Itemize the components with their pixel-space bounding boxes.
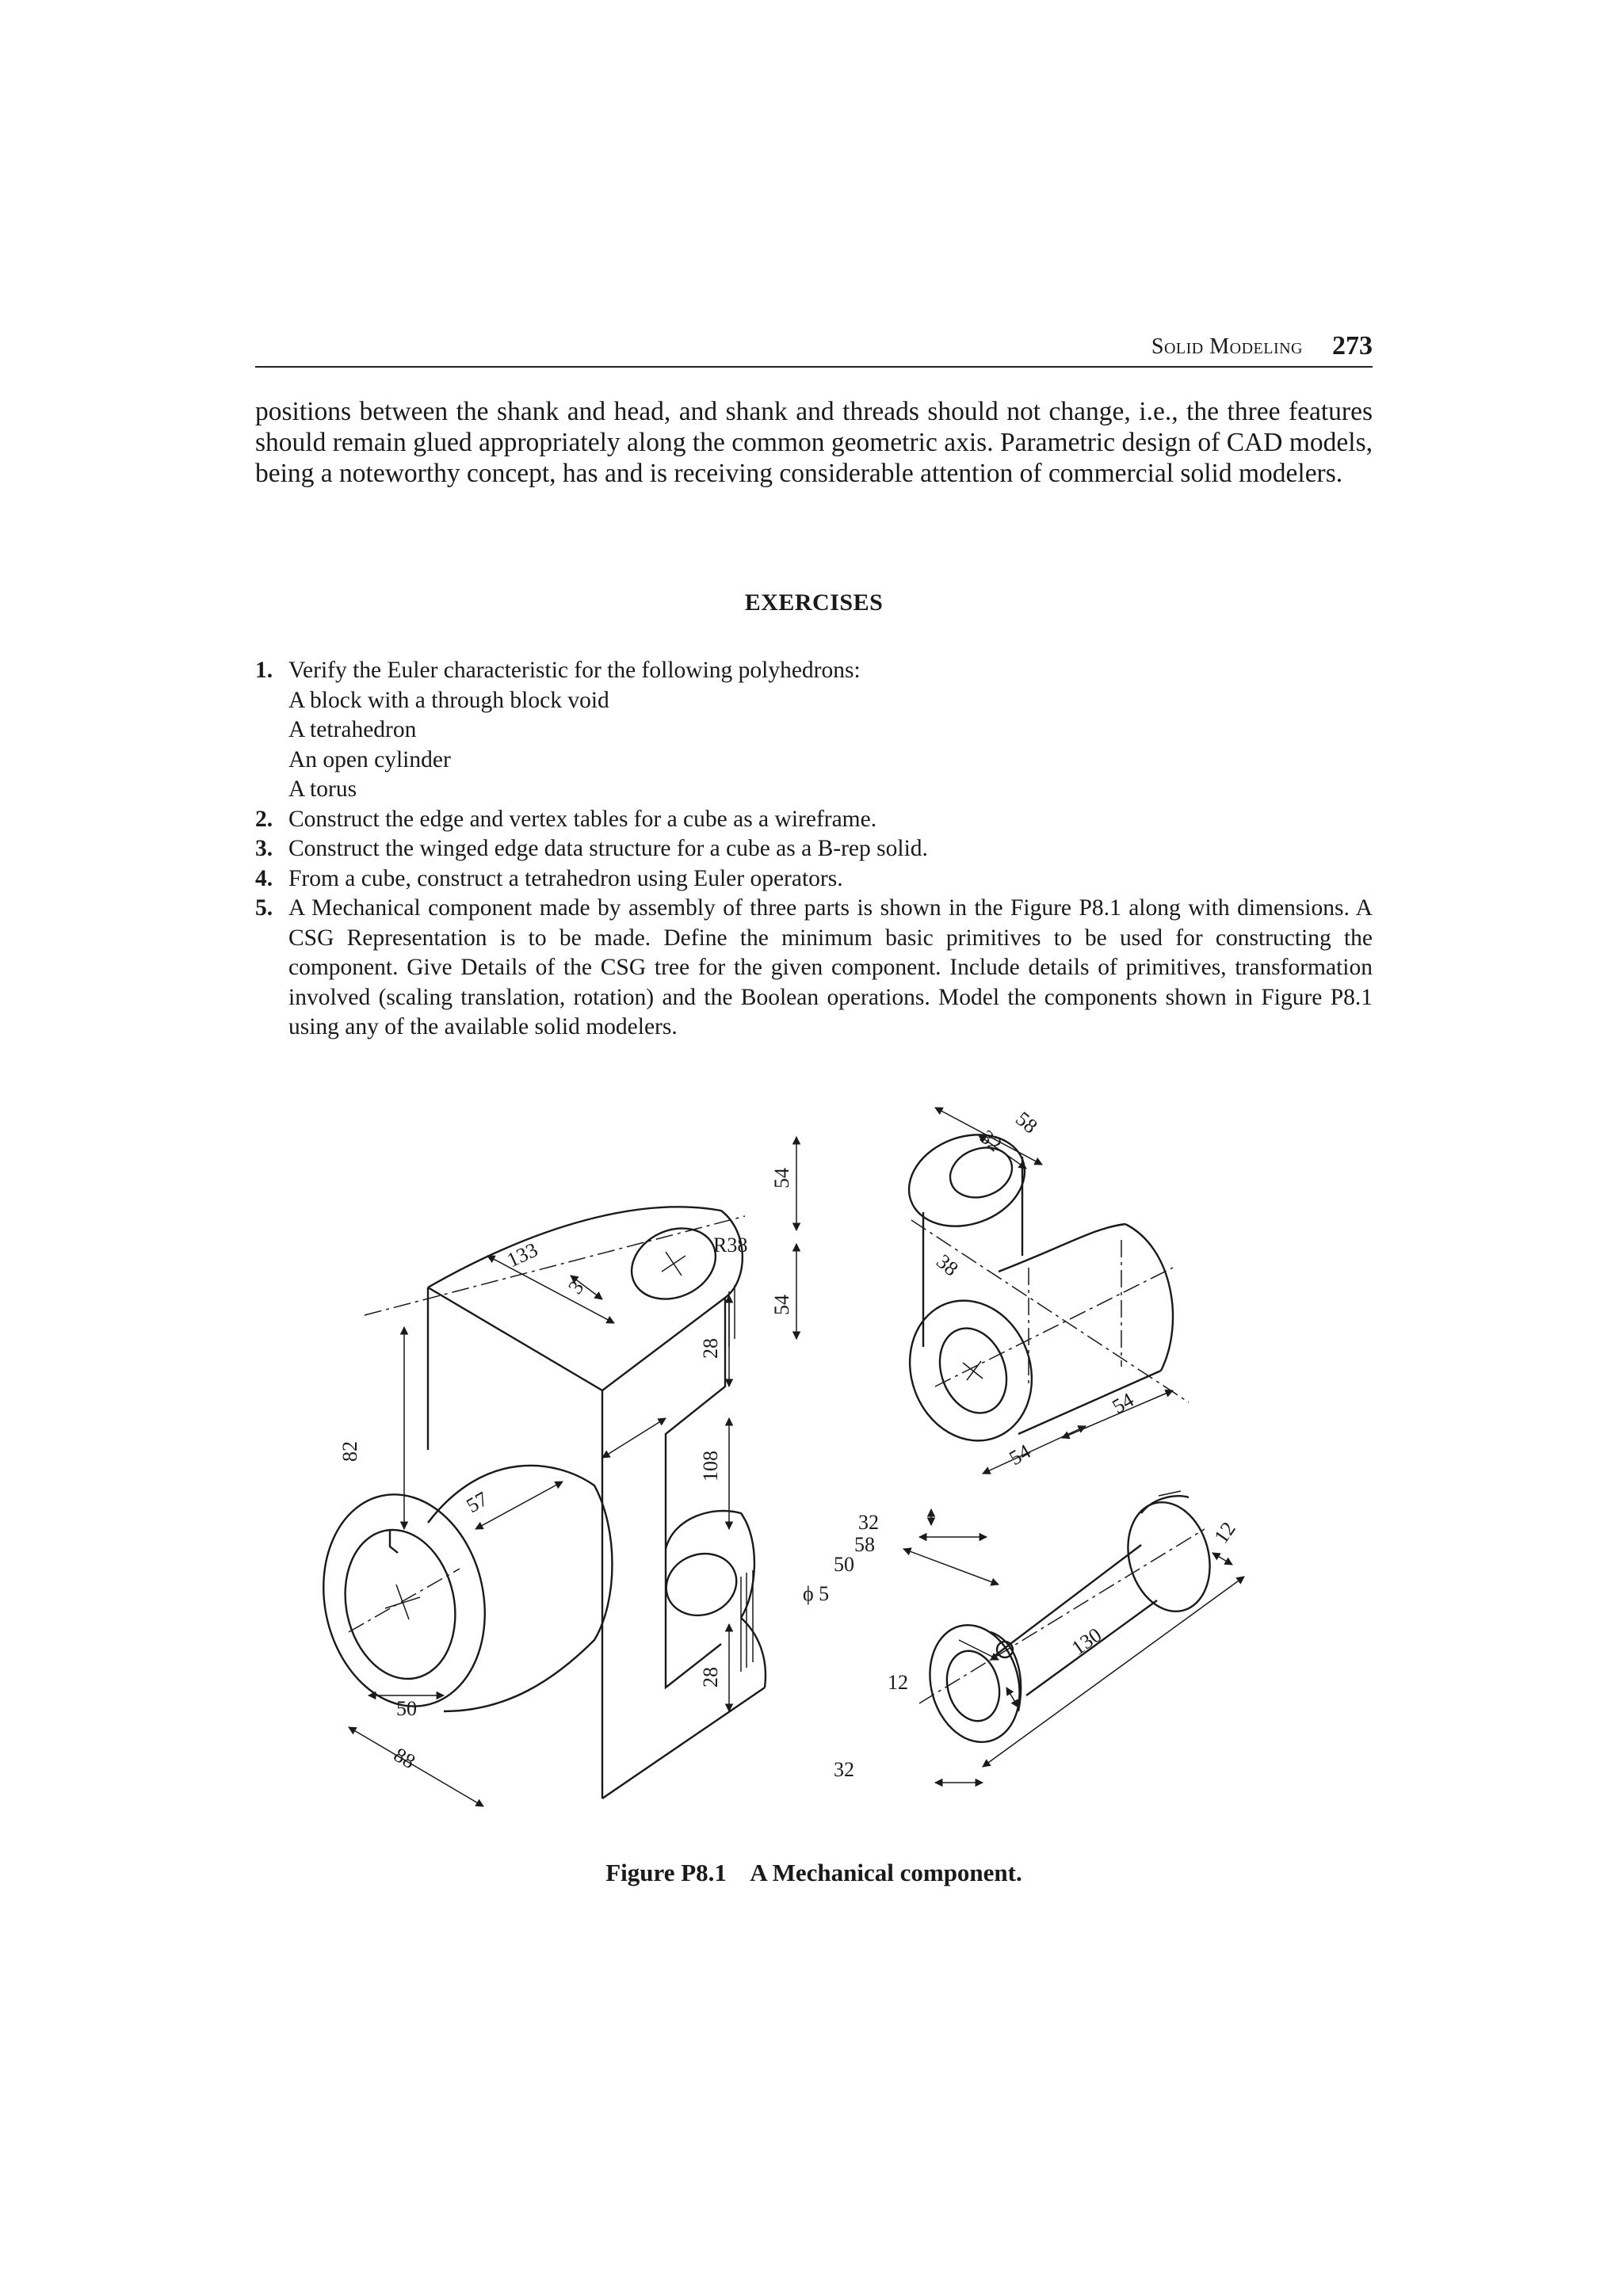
exercise-item (255, 805, 1373, 835)
exercise-item (255, 864, 1373, 894)
body-paragraph: positions between the shank and head, and shank and threads should not change, i.e., the three features should remain glued appropriately along the common geometric axis. Parametric design of CAD models, being a noteworthy concept, has and is receiving considerable attention of commercial solid modelers. (255, 397, 1373, 488)
dim-label: 32 (976, 1125, 1006, 1157)
exercise-number: 5. (255, 895, 273, 921)
exercises-heading: EXERCISES (744, 589, 884, 616)
dim-label: 32 (858, 1511, 879, 1534)
exercise-number: 4. (255, 865, 273, 891)
exercise-text: Construct the winged edge data structure for a cube as a B-rep solid. (288, 836, 928, 861)
isometric-drawing (301, 1085, 1323, 1838)
mechanical-component-figure (301, 1085, 1323, 1838)
exercise-text: A Mechanical component made by assembly of three parts is shown in the Figure P8.1 along with dimensions. A CSG Representation is to be made. Define the minimum basic primitives to be used for constructing the component. Give Details of the CSG tree for the given component. Include details of primitives, transformation involved (scaling translation, rotation) and the Boolean operations. Model the components shown in Figure P8.1 using any of the available solid modelers. (288, 895, 1373, 1039)
dim-label: 38 (932, 1249, 963, 1281)
dim-label: 3 (563, 1276, 589, 1299)
exercise-number: 1. (255, 658, 273, 683)
dim-label: 12 (1209, 1517, 1240, 1548)
dim-label: 12 (888, 1671, 908, 1694)
dimension-lines (349, 1108, 1244, 1806)
page-number: 273 (1332, 331, 1373, 360)
exercise-text: From a cube, construct a tetrahedron using Euler operators. (288, 865, 843, 891)
bracket-body (304, 1207, 766, 1798)
dim-label: ϕ 5 (803, 1582, 830, 1605)
dim-label: 82 (338, 1441, 361, 1462)
dim-label: 28 (699, 1667, 722, 1688)
exercise-item (255, 894, 1373, 1043)
dim-label: 88 (390, 1743, 420, 1774)
dim-label: 32 (834, 1758, 854, 1781)
exercise-subitem: A torus (288, 776, 357, 802)
dim-label: 54 (770, 1168, 793, 1188)
exercise-text: Construct the edge and vertex tables for a cube as a wireframe. (288, 806, 877, 832)
housing-part (891, 1119, 1189, 1459)
figure-caption: Figure P8.1 A Mechanical component. (605, 1859, 1022, 1886)
exercise-number: 2. (255, 806, 273, 832)
exercise-text: Verify the Euler characteristic for the following polyhedrons: (288, 658, 861, 683)
dim-label: 108 (699, 1451, 722, 1482)
running-head (255, 331, 1373, 368)
running-head-title: Solid Modeling (1151, 334, 1303, 359)
dim-label: 58 (854, 1533, 875, 1556)
dim-label: 50 (396, 1697, 417, 1720)
exercise-list (255, 656, 1373, 1043)
exercise-subitem: A tetrahedron (288, 717, 417, 742)
dim-label: 54 (1108, 1388, 1138, 1419)
dim-label: 50 (834, 1553, 854, 1576)
dim-label: 133 (503, 1238, 541, 1272)
dim-label: 54 (770, 1295, 793, 1315)
shaft-part (917, 1491, 1221, 1753)
dim-label: 54 (1005, 1440, 1035, 1470)
dim-label: R38 (713, 1234, 748, 1257)
dim-label: 28 (699, 1338, 722, 1359)
exercise-item (255, 834, 1373, 864)
dim-label: 58 (1011, 1107, 1042, 1138)
exercise-item (255, 656, 1373, 805)
dim-label: 57 (462, 1487, 492, 1518)
exercise-number: 3. (255, 836, 273, 861)
exercise-subitem: A block with a through block void (288, 687, 609, 713)
exercise-subitem: An open cylinder (288, 746, 451, 772)
dim-label: 130 (1067, 1623, 1106, 1660)
